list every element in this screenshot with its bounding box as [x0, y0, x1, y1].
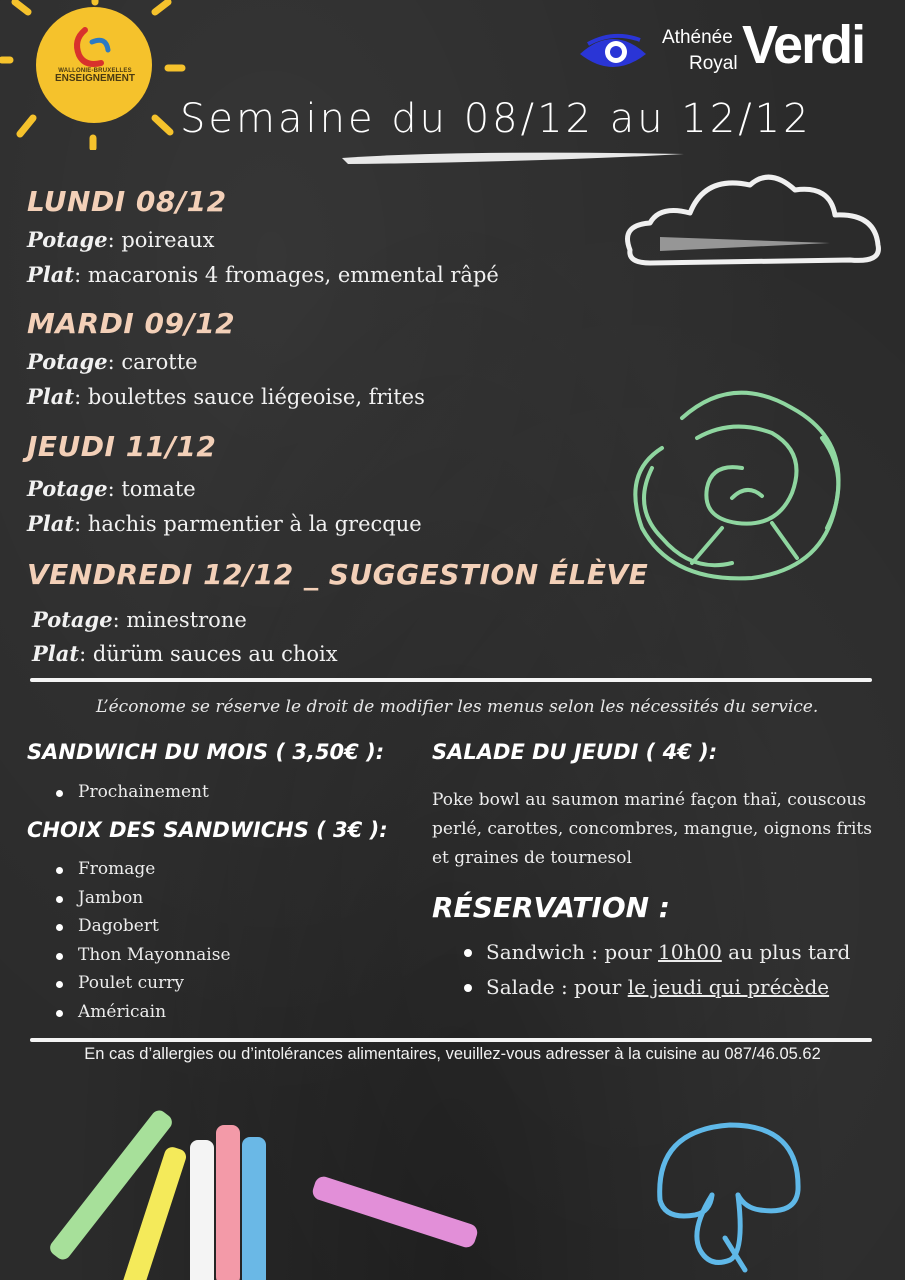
potage-label: Potage	[27, 349, 108, 374]
reservation-list	[462, 935, 850, 1005]
plat-lundi	[27, 264, 499, 286]
divider	[30, 678, 872, 682]
plat-jeudi	[27, 513, 422, 535]
salade-heading: SALADE DU JEUDI ( 4€ ):	[432, 740, 718, 764]
reservation-heading: RÉSERVATION :	[432, 891, 670, 924]
res-sandwich-time: 10h00	[658, 940, 722, 964]
plat-label: Plat	[27, 384, 75, 409]
divider	[30, 1038, 872, 1042]
potage-value: : minestrone	[112, 608, 247, 632]
day-heading-jeudi: JEUDI 11/12	[27, 430, 217, 463]
plat-value: : hachis parmentier à la grecque	[74, 512, 422, 536]
cabbage-icon	[622, 378, 857, 588]
plat-label: Plat	[32, 641, 80, 666]
res-salade-label: Salade	[486, 975, 555, 999]
potage-mardi	[27, 351, 198, 373]
list-item: Jambon	[52, 884, 231, 913]
list-item: Américain	[52, 998, 231, 1027]
day-heading-lundi: LUNDI 08/12	[27, 185, 227, 218]
plat-label: Plat	[27, 511, 75, 536]
potage-value: : carotte	[107, 350, 198, 374]
sandwich-du-mois-list	[52, 778, 209, 807]
cloud-icon	[620, 165, 885, 270]
choix-sandwichs-list	[52, 855, 231, 1026]
plat-value: : dürüm sauces au choix	[79, 642, 338, 666]
res-salade-pre: : pour	[554, 975, 628, 999]
reservation-sandwich	[462, 935, 850, 970]
salade-description: Poke bowl au saumon mariné façon thaï, couscous perlé, carottes, concombres, mangue, oignons frits et graines de tournesol	[432, 790, 872, 868]
plat-mardi	[27, 386, 425, 408]
network-line2: ENSEIGNEMENT	[54, 73, 135, 84]
potage-lundi	[27, 229, 215, 251]
chalk-sticks-icon	[40, 1095, 480, 1280]
res-sandwich-post: au plus tard	[721, 940, 851, 964]
plat-vendredi	[32, 643, 338, 665]
mushroom-icon	[650, 1120, 805, 1280]
list-item: Poulet curry	[52, 969, 231, 998]
disclaimer: L’économe se réserve le droit de modifier les menus selon les nécessités du service.	[96, 697, 819, 717]
day-heading-mardi: MARDI 09/12	[27, 307, 236, 340]
potage-label: Potage	[27, 476, 108, 501]
day-heading-vendredi: VENDREDI 12/12 _ SUGGESTION ÉLÈVE	[27, 558, 649, 591]
list-item: Prochainement	[52, 778, 209, 807]
list-item: Thon Mayonnaise	[52, 941, 231, 970]
network-line1: WALLONIE-BRUXELLES	[58, 68, 132, 74]
reservation-salade	[462, 970, 850, 1005]
list-item: Dagobert	[52, 912, 231, 941]
res-sandwich-label: Sandwich	[486, 940, 585, 964]
potage-vendredi	[32, 609, 247, 631]
logo-athenee: Athénée	[662, 27, 733, 48]
logo-verdi: Verdi	[742, 15, 865, 75]
res-salade-when: le jeudi qui précède	[627, 975, 830, 999]
page-title: Semaine du 08/12 au 12/12	[180, 96, 812, 142]
potage-label: Potage	[27, 227, 108, 252]
choix-sandwichs-heading: CHOIX DES SANDWICHS ( 3€ ):	[27, 818, 388, 842]
footer-allergy-notice: En cas d’allergies ou d’intolérances alimentaires, veuillez-vous adresser à la cuisine au 087/46.05.62	[84, 1045, 821, 1063]
potage-value: : poireaux	[107, 228, 215, 252]
list-item: Fromage	[52, 855, 231, 884]
plat-value: : boulettes sauce liégeoise, frites	[74, 385, 425, 409]
potage-value: : tomate	[107, 477, 196, 501]
logo-royal: Royal	[689, 53, 738, 74]
sandwich-du-mois-heading: SANDWICH DU MOIS ( 3,50€ ):	[27, 740, 385, 764]
network-logo-text	[45, 68, 145, 84]
plat-label: Plat	[27, 262, 75, 287]
plat-value: : macaronis 4 fromages, emmental râpé	[74, 263, 499, 287]
potage-jeudi	[27, 478, 196, 500]
potage-label: Potage	[32, 607, 113, 632]
eye-logo-icon	[576, 28, 650, 78]
res-sandwich-pre: : pour	[584, 940, 659, 964]
